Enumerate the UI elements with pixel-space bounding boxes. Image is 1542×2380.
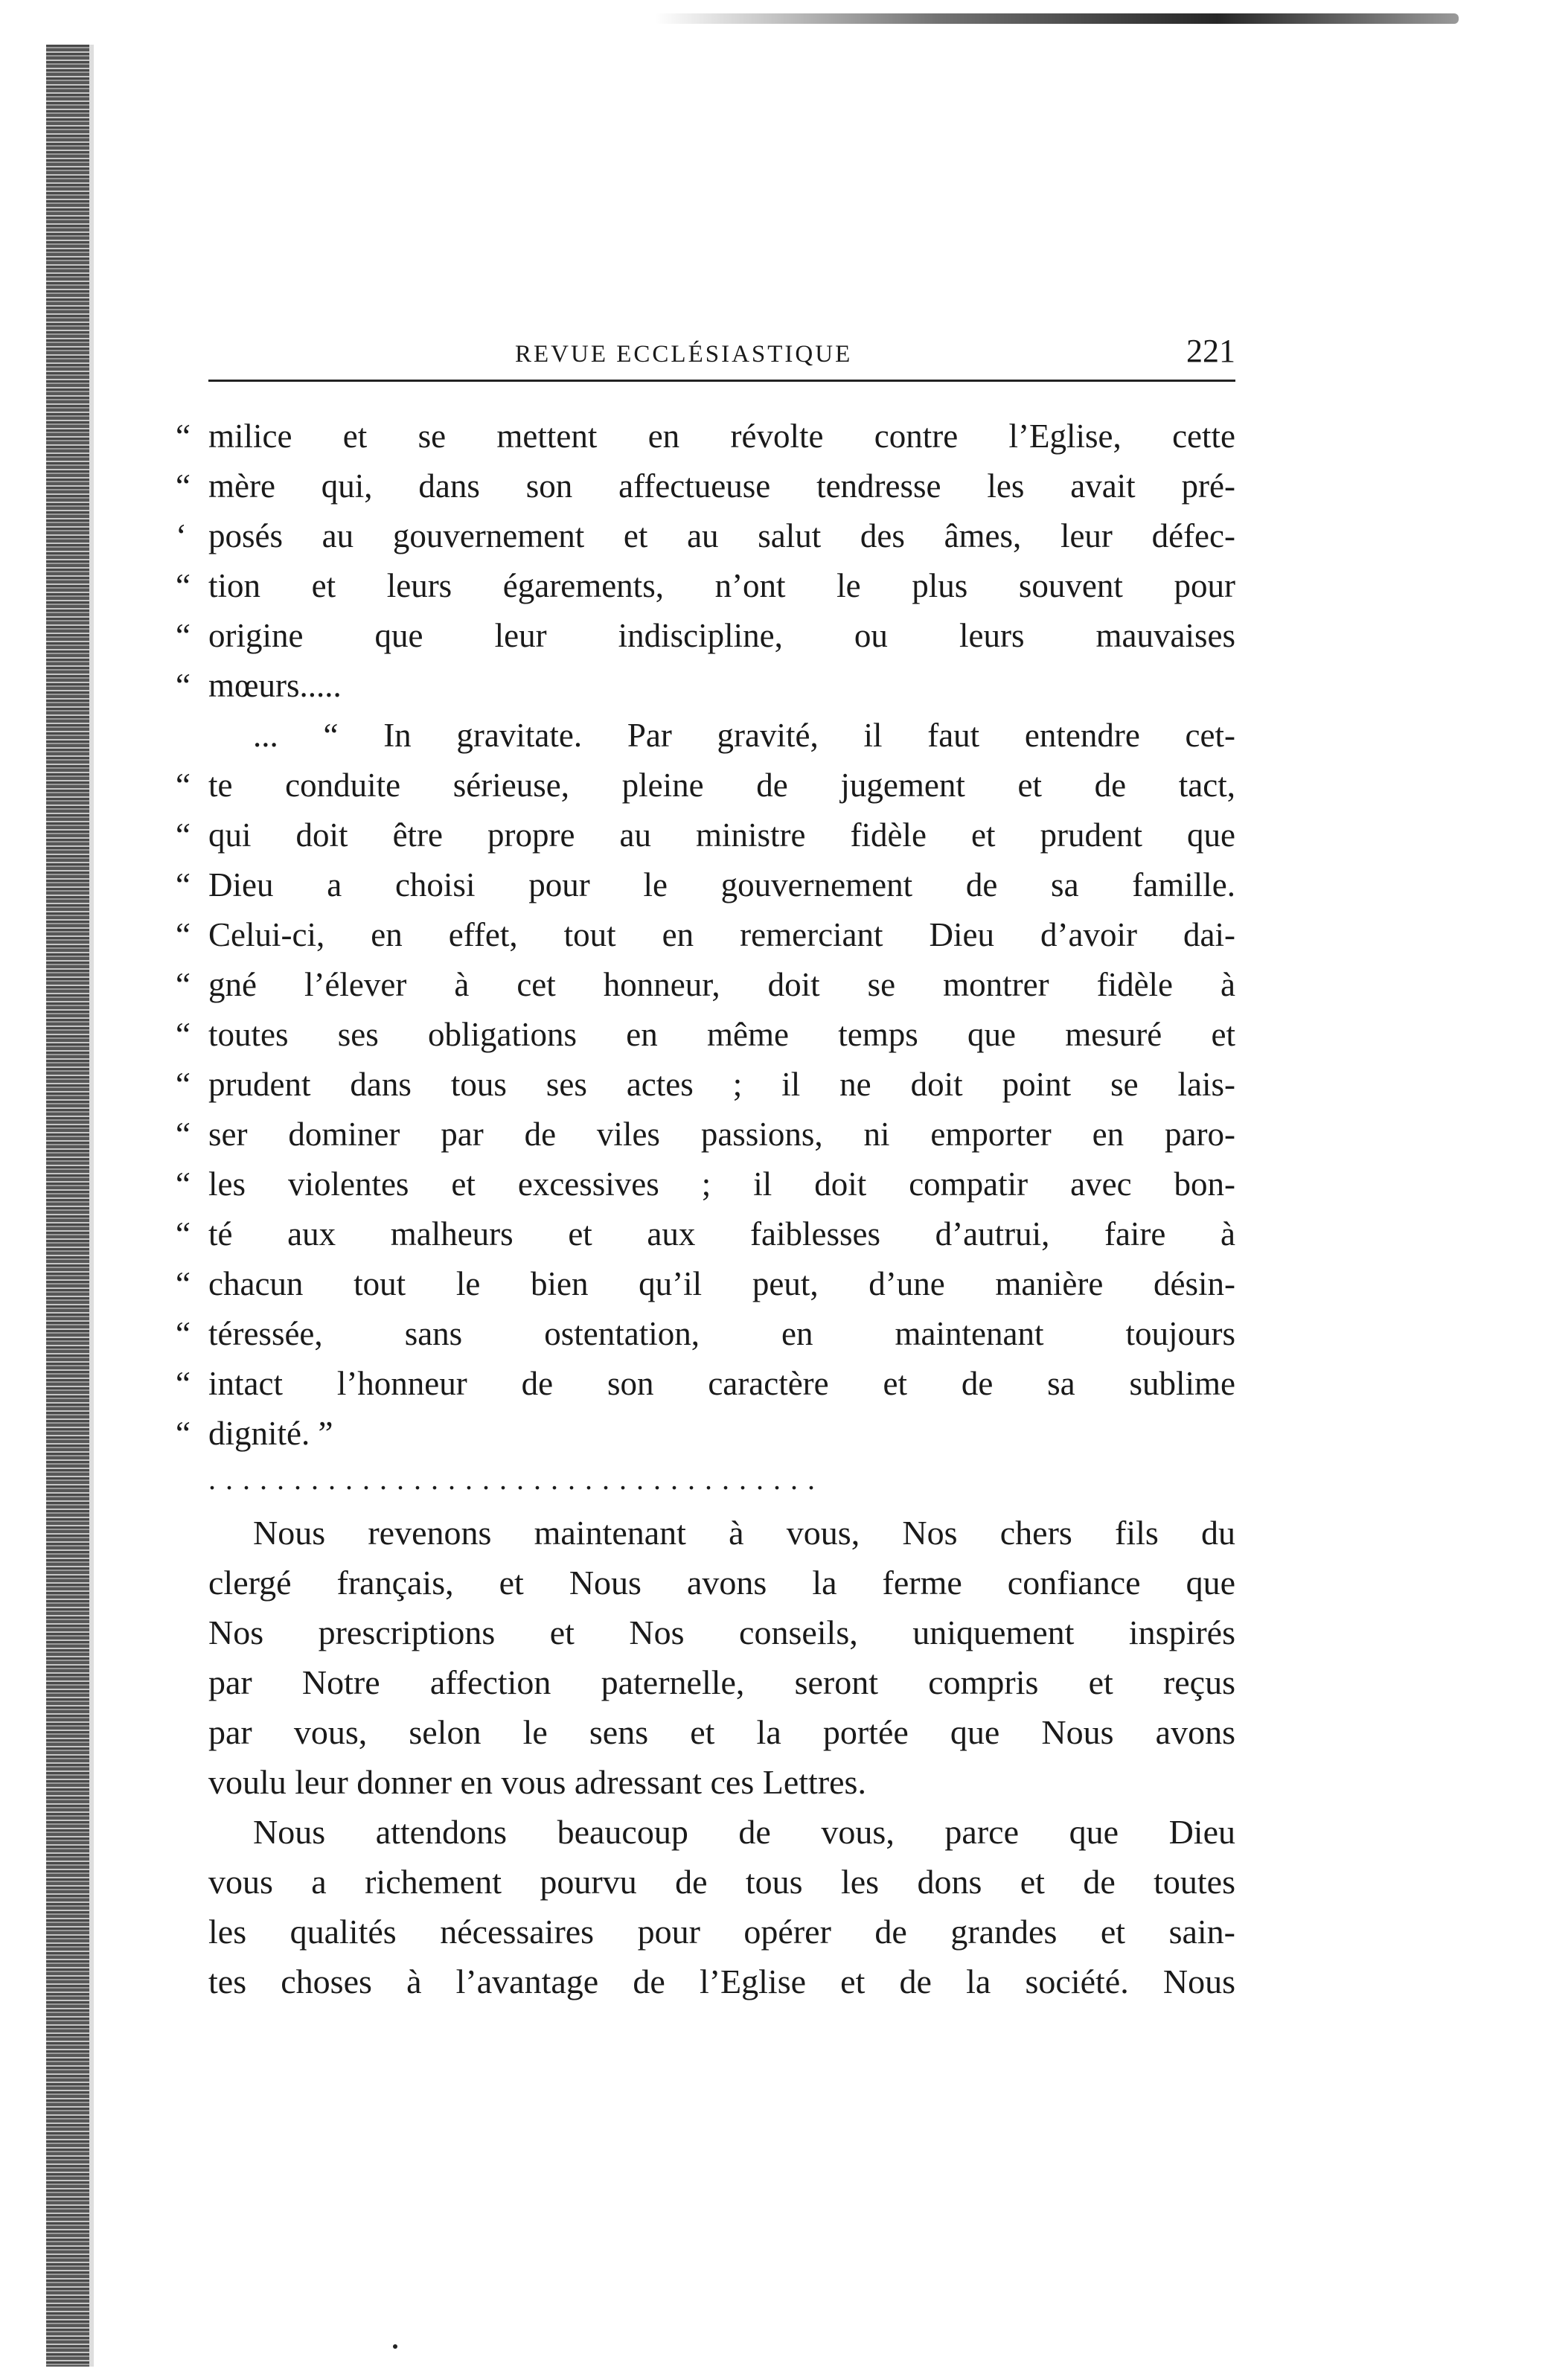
text-line: “ prudent dans tous ses actes ; il ne doit point se lais-: [176, 1066, 1235, 1103]
text-line: “ les violentes et excessives ; il doit compatir avec bon-: [176, 1165, 1235, 1203]
text-line: “ gné l’élever à cet honneur, doit se montrer fidèle à: [176, 966, 1235, 1003]
text-line: “ origine que leur indiscipline, ou leurs mauvaises: [176, 617, 1235, 654]
scan-smudge: [655, 13, 1459, 24]
page-number: 221: [1186, 333, 1235, 369]
text-line: “ téressée, sans ostentation, en maintenant toujours: [176, 1315, 1235, 1352]
text-line: Nous attendons beaucoup de vous, parce que Dieu: [253, 1813, 1235, 1851]
text-line: Nos prescriptions et Nos conseils, uniquement inspirés: [208, 1613, 1235, 1651]
text-line: par Notre affection paternelle, seront compris et reçus: [208, 1663, 1235, 1701]
text-line: tes choses à l’avantage de l’Eglise et de la société. Nous: [208, 1962, 1235, 2000]
text-line: les qualités nécessaires pour opérer de grandes et sain-: [208, 1913, 1235, 1951]
text-line: “ toutes ses obligations en même temps que mesuré et: [176, 1016, 1235, 1053]
text-line: “ qui doit être propre au ministre fidèle et prudent que: [176, 816, 1235, 854]
text-line: vous a richement pourvu de tous les dons et de toutes: [208, 1863, 1235, 1901]
ellipsis-separator: ....................................: [208, 1463, 825, 1496]
ink-speck: [393, 2344, 397, 2349]
text-line: ‘ posés au gouvernement et au salut des âmes, leur défec-: [176, 517, 1235, 554]
text-line: par vous, selon le sens et la portée que Nous avons: [208, 1713, 1235, 1751]
page-binding-edge: [46, 45, 94, 2367]
text-line: “ mœurs.....: [176, 667, 342, 704]
text-line: Nous revenons maintenant à vous, Nos chers fils du: [253, 1514, 1235, 1552]
text-line: “ chacun tout le bien qu’il peut, d’une manière désin-: [176, 1265, 1235, 1302]
paragraph-2: [208, 1807, 1235, 2006]
text-line: clergé français, et Nous avons la ferme confiance que: [208, 1564, 1235, 1602]
running-title: REVUE ECCLÉSIASTIQUE: [515, 341, 853, 368]
text-line: voulu leur donner en vous adressant ces Lettres.: [208, 1763, 866, 1801]
text-line: “ mère qui, dans son affectueuse tendresse les avait pré-: [176, 467, 1235, 505]
text-line: “ milice et se mettent en révolte contre l’Eglise, cette: [176, 418, 1235, 455]
text-line: “ ser dominer par de viles passions, ni emporter en paro-: [176, 1116, 1235, 1153]
text-line: “ Celui-ci, en effet, tout en remerciant Dieu d’avoir dai-: [176, 916, 1235, 953]
running-header: [208, 327, 1235, 380]
text-line: “ dignité. ”: [176, 1415, 333, 1452]
text-line: “ tion et leurs égarements, n’ont le plus souvent pour: [176, 567, 1235, 604]
book-page: [176, 327, 1235, 2006]
paragraph-1: [208, 1508, 1235, 1807]
text-line: “ te conduite sérieuse, pleine de jugement et de tact,: [176, 767, 1235, 804]
text-line: ... “ In gravitate. Par gravité, il faut entendre cet-: [253, 717, 1235, 754]
text-line: “ Dieu a choisi pour le gouvernement de sa famille.: [176, 866, 1235, 903]
text-line: “ té aux malheurs et aux faiblesses d’autrui, faire à: [176, 1215, 1235, 1253]
text-line: “ intact l’honneur de son caractère et de sa sublime: [176, 1365, 1235, 1402]
header-rule: [208, 380, 1235, 382]
quoted-passage: [176, 412, 1235, 1459]
